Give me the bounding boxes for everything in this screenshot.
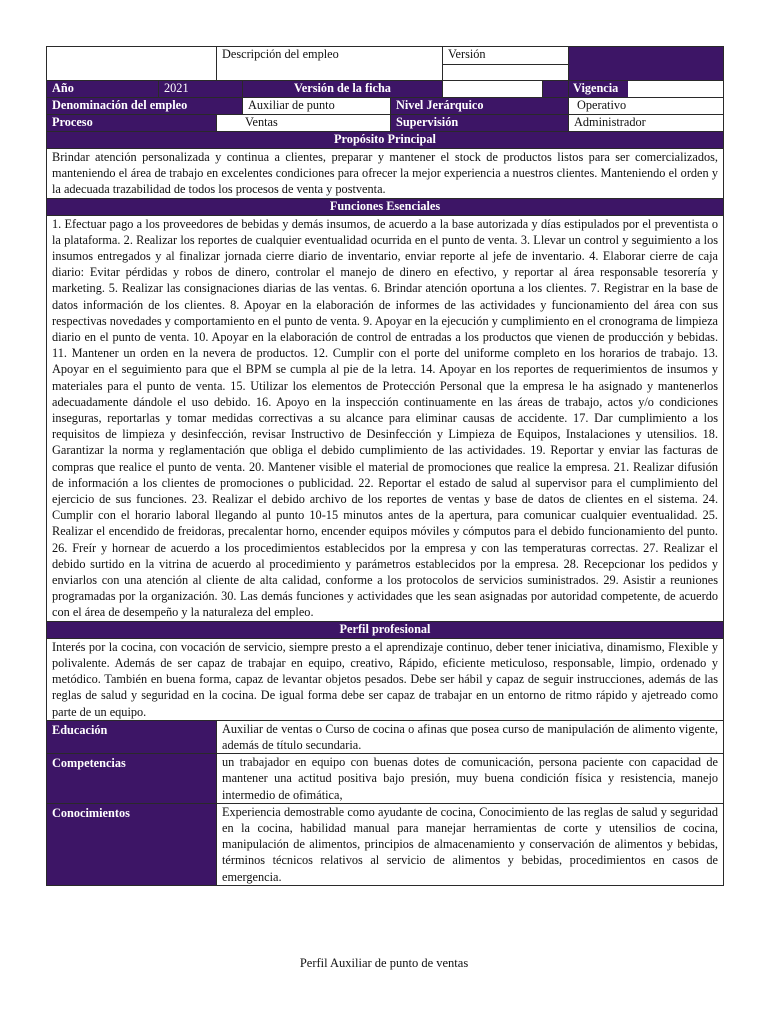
- purpose-header-row: [47, 132, 724, 149]
- description-title: Descripción del empleo: [222, 47, 339, 61]
- competencies-row: [47, 754, 724, 804]
- education-row: [47, 720, 724, 753]
- job-profile-table: [46, 46, 724, 886]
- document-caption: Perfil Auxiliar de punto de ventas: [299, 956, 469, 970]
- profile-text: Interés por la cocina, con vocación de servicio, siempre presto a el aprendizaje continuo, deber tener iniciativa, dinamismo, Flexible y polivalente. Además de ser capaz de trabajar en equipo, creativo, Rápido, eficiente meticuloso, responsable, limpio, ordenado y metódico. También en buena forma, capaz de levantar objetos pesados. Debe ser hábil y capaz de seguir instrucciones, además de las reglas de salud y seguridad en la cocina. De igual forma debe ser capaz de trabajar en un entorno de ritmo rápido y ajetreado como parte de un equipo.: [47, 638, 724, 720]
- profile-header-row: [47, 621, 724, 638]
- level-label: Nivel Jerárquico: [391, 98, 569, 115]
- functions-text: 1. Efectuar pago a los proveedores de bebidas y demás insumos, de acuerdo a la base autorizada y días estipulados por el preventista o la plataforma. 2. Realizar los reportes de cualquier eventualidad ocurrida en el punto de venta. 3. Llevar un control y seguimiento a los insumos entregados y al finalizar jornada cierre diario de inventario, enviar reporte al jefe de inventario. 4. Elaborar cierre de caja diario: Evitar pérdidas y robos de dinero, controlar el manejo de dinero en efectivo, y reportar al área responsable tesorería y marketing. 5. Realizar las consignaciones diarias de las ventas. 6. Brindar atención oportuna a los clientes. 7. Registrar en la base de datos información de los clientes. 8. Apoyar en la elaboración de informes de las actividades y funcionamiento del área con sus respectivas novedades y comportamiento en el punto de venta. 9. Apoyar en la ejecución y cumplimiento en el cronograma de limpieza diario en el punto de venta. 10. Apoyar en la elaboración de control de entradas a los productos que vienen de producción y bebidas. 11. Mantener un orden en la nevera de productos. 12. Cumplir con el porte del uniforme completo en los horarios de trabajo. 13. Apoyar en el seguimiento para que el BPM se cumpla al pie de la letra. 14. Apoyar en los reportes de requerimientos de insumos y materiales para el punto de venta. 15. Utilizar los elementos de Protección Personal que la empresa le ha asignado y mantenerlos adecuadamente dándole el uso debido. 16. Apoyo en la inspección continuamente en las áreas de trabajo, actos y/o condiciones inseguras, reportarlas y tomar medidas correctivas a su alcance para eliminar causas de accidente. 17. Dar cumplimiento a los requisitos de limpieza y desinfección, revisar Instructivo de Desinfección y Limpieza de Equipos, Instalaciones y utensilios. 18. Garantizar la norma y reglamentación que obliga el debido cumplimiento de las actividades. 19. Reportar y enviar las facturas de compras que realice el punto de venta. 20. Mantener visible el material de promociones que realice la empresa. 21. Realizar difusión de información a los clientes de promociones o publicidad. 22. Reportar el estado de salud al supervisor para el cumplimiento del ejercicio de sus funciones. 23. Realizar el debido archivo de los reportes de ventas y base de datos de clientes en el sistema. 24. Cumplir con el horario laboral llegando al punto 10-15 minutos antes de la apertura, para comunicar cualquier eventualidad. 25. Realizar el encendido de freidoras, precalentar horno, encender equipos móviles y cómputos para el debido funcionamiento del punto. 26. Freír y hornear de acuerdo a los procedimientos establecidos por la empresa y con las temperaturas correctas. 27. Realizar el debido surtido en la vitrina de acuerdo al procedimiento y parámetros establecidos por la empresa. 28. Recepcionar los pedidos y enviarlos con una atención al cliente de alta calidad, conforme a los protocolos de servicios suministrados. 29. Asistir a reuniones programadas por la organización. 30. Las demás funciones y actividades que les sean asignadas por autoridad competente, de acuerdo con el área de desempeño y la naturaleza del empleo.: [47, 215, 724, 621]
- validity-label: [543, 81, 569, 98]
- title-row: [47, 47, 724, 65]
- sheet-version-label: Versión de la ficha: [243, 81, 443, 98]
- version-label: Versión: [448, 47, 486, 61]
- process-row: [47, 115, 724, 132]
- purpose-text-row: [47, 149, 724, 199]
- competencies-value: un trabajador en equipo con buenas dotes de comunicación, persona paciente con capacidad de mantener una actitud positiva bajo presión, muy buena condición física y resistencia, manejo intermedio de ofimática,: [217, 754, 724, 804]
- supervision-label: Supervisión: [391, 115, 569, 132]
- denomination-value: Auxiliar de punto: [243, 98, 391, 115]
- education-value: Auxiliar de ventas o Curso de cocina o afinas que posea curso de manipulación de alimento vigente, además de título secundaria.: [217, 720, 724, 753]
- process-label: Proceso: [47, 115, 217, 132]
- year-value: 2021: [159, 81, 243, 98]
- purpose-text: Brindar atención personalizada y continua a clientes, preparar y mantener el stock de productos listos para ser comercializados, manteniendo el área de trabajo en excelentes condiciones para ofrecer la mejor experiencia a nuestros clientes. Manteniendo el orden y la adecuada trazabilidad de todos los procesos de venta y postventa.: [47, 149, 724, 199]
- process-value: Ventas: [217, 115, 391, 132]
- profile-text-row: [47, 638, 724, 720]
- supervision-value: Administrador: [569, 115, 724, 132]
- version-value-cell: [443, 65, 569, 81]
- functions-title: Funciones Esenciales: [47, 198, 724, 215]
- denomination-label: Denominación del empleo: [47, 98, 243, 115]
- functions-text-row: [47, 215, 724, 621]
- year-row: [47, 81, 724, 98]
- competencies-label: Competencias: [47, 754, 217, 804]
- year-label: Año: [47, 81, 159, 98]
- knowledge-label: Conocimientos: [47, 803, 217, 885]
- knowledge-value: Experiencia demostrable como ayudante de cocina, Conocimiento de las reglas de salud y seguridad en la cocina, habilidad manual para manejar herramientas de corte y utensilios de cocina, manipulación de alimentos, principios de almacenamiento y conservación de alimentos y bebidas, términos técnicos relativos al servicio de alimentos y bebidas, procedimientos en casos de emergencia.: [217, 803, 724, 885]
- header-purple-block: [569, 47, 724, 81]
- profile-title: Perfil profesional: [47, 621, 724, 638]
- functions-header-row: [47, 198, 724, 215]
- validity-value: [628, 81, 723, 97]
- denomination-row: [47, 98, 724, 115]
- description-title-cell: [217, 47, 443, 81]
- purpose-title: Propósito Principal: [47, 132, 724, 149]
- level-value: Operativo: [569, 98, 724, 115]
- version-label-cell: [443, 47, 569, 65]
- logo-cell: [47, 47, 217, 81]
- sheet-version-value: [443, 81, 543, 98]
- education-label: Educación: [47, 720, 217, 753]
- validity-label-text: Vigencia: [569, 81, 628, 97]
- knowledge-row: [47, 803, 724, 885]
- validity-value-cell: [569, 81, 724, 98]
